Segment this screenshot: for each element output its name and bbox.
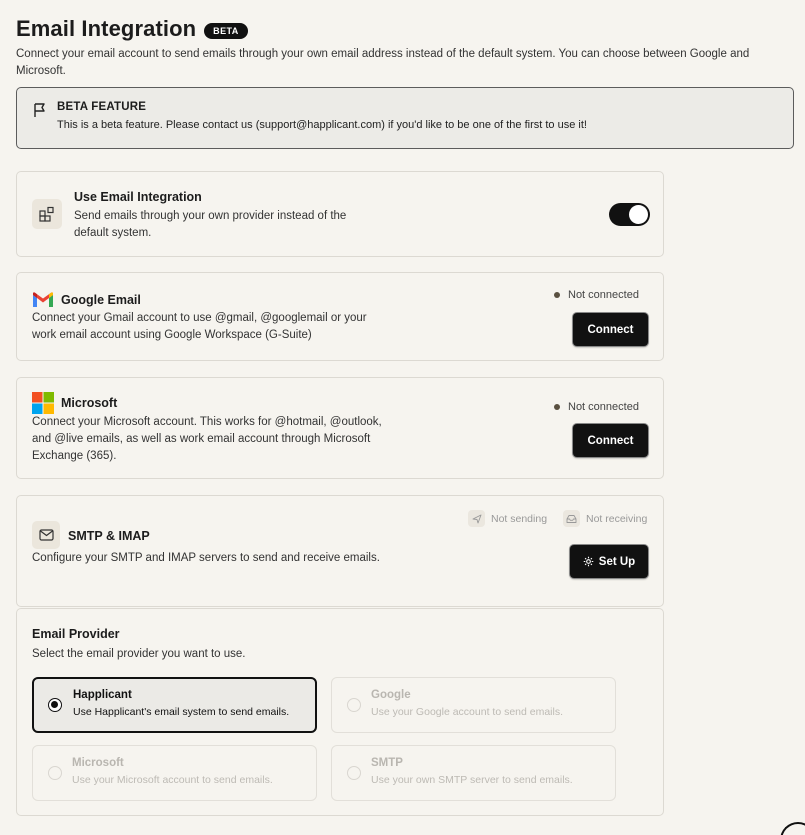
integration-toggle-title: Use Email Integration — [74, 190, 202, 204]
option-description: Use Happlicant's email system to send emails. — [73, 706, 290, 718]
google-connect-button[interactable]: Connect — [573, 313, 648, 346]
microsoft-connection-status — [554, 401, 639, 413]
status-dot — [554, 292, 560, 298]
inbox-icon — [563, 510, 580, 527]
status-text: Not sending — [491, 512, 548, 525]
google-email-description — [32, 310, 367, 344]
microsoft-icon — [32, 392, 54, 414]
option-description: Use your own SMTP server to send emails. — [371, 774, 573, 786]
beta-notice-body: This is a beta feature. Please contact us (support@happlicant.com) if you'd like to be one of the first to use it! — [57, 119, 587, 131]
option-name: Happlicant — [73, 689, 132, 701]
provider-option-microsoft[interactable] — [32, 745, 317, 801]
provider-option-smtp[interactable] — [331, 745, 616, 801]
description-line: default system. — [74, 227, 152, 239]
radio-button[interactable] — [347, 766, 361, 780]
beta-notice — [16, 87, 794, 149]
option-description: Use your Google account to send emails. — [371, 706, 564, 718]
option-name: Microsoft — [72, 757, 124, 769]
google-connection-status — [554, 289, 639, 301]
status-text: Not receiving — [586, 512, 648, 525]
microsoft-connect-button[interactable]: Connect — [573, 424, 648, 457]
option-description: Use your Microsoft account to send emails. — [72, 774, 273, 786]
option-name: SMTP — [371, 757, 403, 769]
beta-badge: BETA — [204, 23, 247, 39]
toggle-knob — [629, 205, 648, 224]
microsoft-card — [16, 377, 664, 479]
help-widget-edge[interactable] — [780, 822, 805, 835]
smtp-setup-button[interactable] — [570, 545, 648, 578]
radio-button[interactable] — [48, 766, 62, 780]
description-line: Send emails through your own provider instead of the — [74, 210, 347, 222]
radio-button[interactable] — [48, 698, 62, 712]
title-row — [16, 14, 796, 44]
smtp-imap-card — [16, 495, 664, 607]
layout-icon — [32, 199, 62, 229]
email-provider-title: Email Provider — [32, 627, 120, 641]
status-text: Not connected — [568, 289, 639, 301]
flag-icon — [33, 102, 47, 118]
description-line: Connect your Gmail account to use @gmail, @googlemail or your — [32, 312, 367, 324]
smtp-sending-status — [468, 510, 547, 527]
smtp-receiving-status — [563, 510, 647, 527]
provider-option-happlicant[interactable] — [32, 677, 317, 733]
beta-notice-title: BETA FEATURE — [57, 101, 147, 113]
email-provider-card — [16, 608, 664, 816]
email-integration-page — [16, 14, 796, 786]
status-text: Not connected — [568, 401, 639, 413]
microsoft-title: Microsoft — [61, 396, 118, 410]
smtp-imap-description: Configure your SMTP and IMAP servers to send and receive emails. — [32, 552, 380, 564]
page-subtitle: Connect your email account to send emails through your own email address instead of the default system. You can choose between Google and Microsoft. — [16, 48, 750, 77]
provider-option-google[interactable] — [331, 677, 616, 733]
description-line: work email account using Google Workspace (G-Suite) — [32, 329, 312, 341]
option-name: Google — [371, 689, 411, 701]
google-email-title: Google Email — [61, 293, 141, 307]
page-title: Email Integration — [16, 16, 197, 41]
gmail-icon — [32, 292, 54, 308]
integration-toggle-description — [74, 208, 346, 242]
google-email-card — [16, 272, 664, 361]
description-line: Connect your Microsoft account. This works for @hotmail, @outlook, — [32, 416, 382, 428]
send-icon — [468, 510, 485, 527]
integration-toggle-card — [16, 171, 664, 257]
microsoft-description — [32, 414, 382, 465]
mail-icon — [32, 521, 60, 549]
description-line: Exchange (365). — [32, 450, 117, 462]
smtp-setup-label: Set Up — [598, 555, 636, 568]
integration-toggle-switch[interactable] — [609, 203, 650, 226]
description-line: and @live emails, as well as work email account through Microsoft — [32, 433, 371, 445]
smtp-imap-title: SMTP & IMAP — [68, 529, 150, 543]
radio-button[interactable] — [347, 698, 361, 712]
status-dot — [554, 404, 560, 410]
email-provider-description: Select the email provider you want to use. — [32, 648, 246, 660]
gear-icon — [583, 556, 594, 567]
